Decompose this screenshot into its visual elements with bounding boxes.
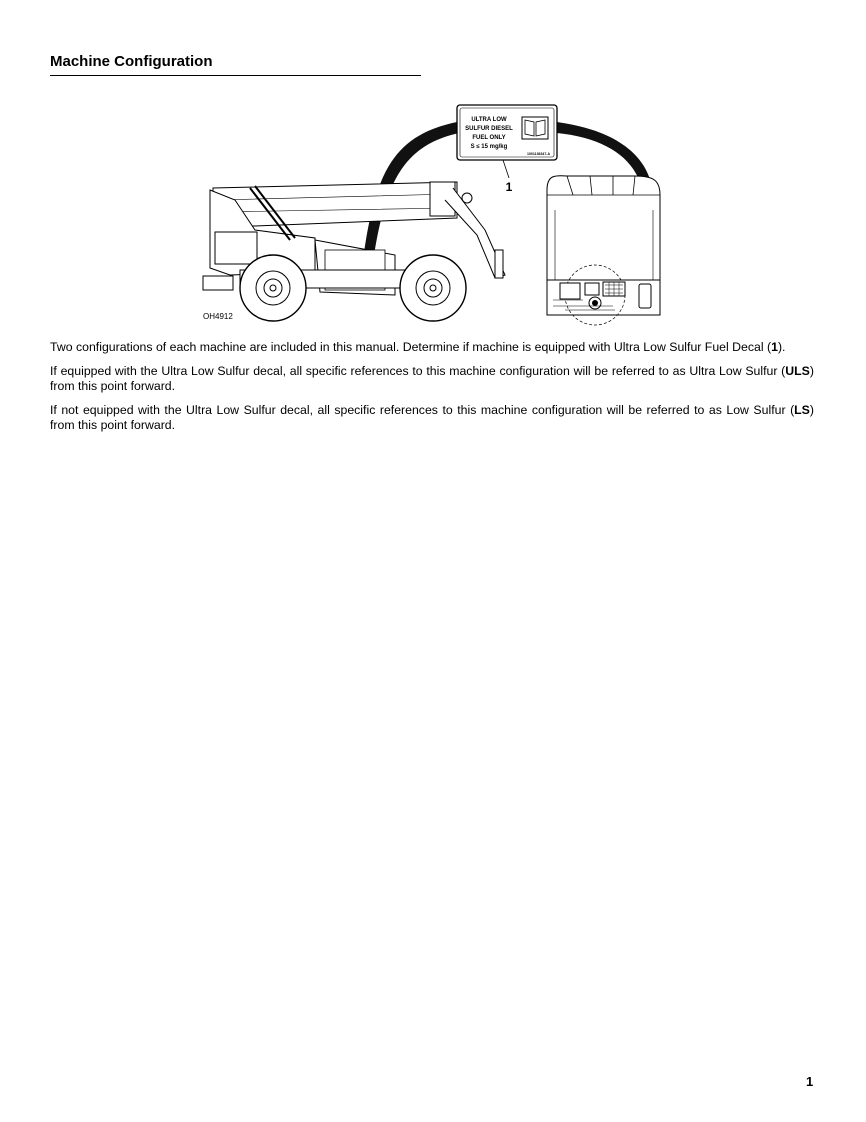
- page-title: Machine Configuration: [50, 53, 213, 70]
- paragraph-2: If equipped with the Ultra Low Sulfur decal, all specific references to this machine configuration will be referred to as Ultra Low Sulfur (ULS) from this point forward.: [50, 363, 814, 393]
- front-wheel: [400, 255, 466, 321]
- decal-part-number: 1001136347-A: [527, 152, 550, 156]
- rear-wheel: [240, 255, 306, 321]
- title-underline: [50, 75, 421, 76]
- machine-illustration: [195, 100, 675, 328]
- uls-decal: [457, 105, 557, 160]
- machine-rear-view: [547, 176, 660, 325]
- decal-line-2: SULFUR DIESEL: [465, 126, 513, 132]
- page-number: 1: [806, 1074, 814, 1089]
- callout-number: 1: [505, 180, 513, 194]
- figure-id: OH4912: [203, 312, 233, 321]
- telehandler-side-view: [203, 182, 505, 321]
- decal-line-1: ULTRA LOW: [471, 117, 507, 123]
- callout-leader: [503, 160, 509, 178]
- paragraph-3: If not equipped with the Ultra Low Sulfur decal, all specific references to this machine configuration will be referred to as Low Sulfur (LS) from this point forward.: [50, 402, 814, 432]
- machine-figure: [195, 100, 675, 328]
- decal-line-3: FUEL ONLY: [472, 135, 506, 141]
- book-icon: [522, 117, 548, 139]
- paragraph-1: Two configurations of each machine are included in this manual. Determine if machine is equipped with Ultra Low Sulfur Fuel Decal (1).: [50, 340, 786, 354]
- decal-line-4: S ≤ 15 mg/kg: [470, 144, 508, 150]
- body-text: [50, 340, 814, 442]
